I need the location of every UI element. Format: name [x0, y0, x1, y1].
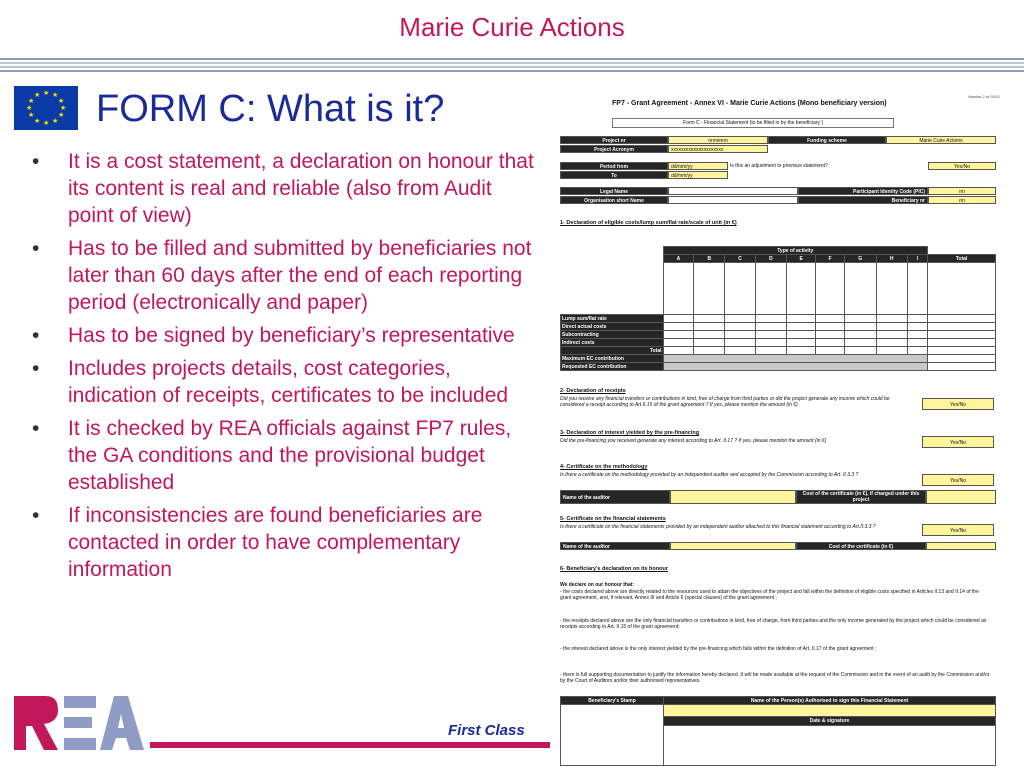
label: Organisation short Name [560, 196, 668, 204]
signature-table [560, 696, 996, 766]
col-header: A [663, 255, 694, 263]
label: Cost of the certificate (in €), if charged under this project [796, 490, 926, 504]
label: Is this an adjustment to previous statement? [730, 163, 828, 169]
label: Beneficiary's Stamp [561, 697, 664, 705]
value [668, 196, 798, 204]
eu-flag-logo: ★ ★ ★ ★ ★ ★ ★ ★ ★ ★ ★ ★ [14, 86, 78, 130]
form-c-screenshot [552, 92, 1004, 766]
bullet-item: • It is checked by REA officials against FP7 rules, the GA conditions and the provisional budget established [28, 415, 534, 496]
value: dd/mm/yy [668, 171, 728, 179]
form-version: Version 2 of 03/11 [968, 94, 1000, 99]
label: Name of the Person(s) Authorised to sign this Financial Statement [664, 697, 996, 705]
form-subtitle: Form C - Financial Statement (to be filled in by the beneficiary ) [612, 118, 894, 128]
label: Funding scheme [768, 136, 886, 144]
section-text: Is there a certificate on the financial statements provided by an independent auditor attached to this financial statement according to Art.II.3.3 ? [560, 524, 876, 530]
label: Name of the auditor [560, 490, 670, 504]
yes-no-field: Yes/No [922, 524, 994, 536]
row-label: Indirect costs [561, 339, 664, 347]
bullet-item: • Has to be signed by beneficiary’s representative [28, 322, 534, 349]
col-header: B [694, 255, 725, 263]
header-title: Marie Curie Actions [399, 12, 625, 42]
yes-no-field: Yes/No [922, 436, 994, 448]
activity-header: Type of activity [663, 247, 928, 255]
section-heading: 6- Beneficiary's declaration on its honour [560, 566, 668, 572]
value: nn [928, 187, 996, 195]
col-header: H [876, 255, 907, 263]
declaration-intro: We declare on our honour that: [560, 582, 635, 588]
value: nn [928, 196, 996, 204]
col-header: D [756, 255, 787, 263]
header-stripes [0, 58, 1024, 74]
declaration-item: - there is full supporting documentation to justify the information hereby declared. It will be made available at the request of the Commission and in the event of an audit by the Commission and/or by the Court of Auditors and/or their authorised representatives. [560, 672, 990, 684]
bullet-list [28, 148, 534, 589]
value [926, 490, 996, 504]
value: nnnnnnn [668, 136, 768, 144]
declaration-item: - the costs declared above are directly related to the resources used to attain the objectives of the project and fall within the definition of eligible costs specified in Articles II.13 and II.14 of the grant agreement, and, if relevant, Annex III and Article 6 (special clauses) of the grant agreement ; [560, 589, 979, 601]
bullet-item: • If inconsistencies are found beneficiaries are contacted in order to have complementary information [28, 502, 534, 583]
label: Project Acronym [560, 145, 668, 153]
col-header: F [816, 255, 844, 263]
col-header: I [907, 255, 927, 263]
col-header: Total [928, 255, 996, 263]
row-label: Requested EC contribution [561, 363, 664, 371]
label: Participant Identity Code (PIC) [798, 187, 928, 195]
col-header: G [844, 255, 876, 263]
value: Marie Curie Actions [886, 136, 996, 144]
label: Beneficiary nr [798, 196, 928, 204]
row-label: Maximum EC contribution [561, 355, 664, 363]
col-header: C [725, 255, 756, 263]
label: To [560, 171, 668, 179]
label: Date & signature [664, 717, 996, 726]
row-label: Direct actual costs [561, 323, 664, 331]
value: Yes/No [928, 162, 996, 170]
value: xxxxxxxxxxxxxxxxxxxxx [668, 145, 768, 153]
yes-no-field: Yes/No [922, 474, 994, 486]
bullet-item: • It is a cost statement, a declaration on honour that its content is real and reliable (also from Audit point of view) [28, 148, 534, 229]
section-heading: 2- Declaration of receipts [560, 388, 626, 394]
value [668, 187, 798, 195]
section-heading: 4- Certificate on the methodology [560, 464, 648, 470]
section-text: Is there a certificate on the methodology provided by an independent auditor and accepted by the Commission according to Art. II.3.3 ? [560, 472, 859, 478]
rea-logo [14, 692, 144, 754]
value [670, 490, 796, 504]
section-heading: 5- Certificate on the financial statements [560, 516, 666, 522]
section-text: Did the pre-financing you received generate any interest according to Art. II.17 ? If yes, please mention the amount (in €) [560, 438, 827, 444]
bullet-item: • Includes projects details, cost categories, indication of receipts, certificates to be included [28, 355, 534, 409]
footer-bar [150, 742, 550, 748]
declaration-item: - the interest declared above is the only interest yielded by the pre-financing which falls within the definition of Art. II.17 of the grant agreement ; [560, 646, 877, 652]
label: Project nr [560, 136, 668, 144]
declaration-item: - the receipts declared above are the only financial transfers or contributions in kind, free of charge, from third parties and the only income generated by the project which could be considered as receipts according to Art. II.15 of the grant agreement; [560, 618, 987, 630]
footer-tagline: First Class [448, 722, 525, 739]
yes-no-field: Yes/No [922, 398, 994, 410]
form-title: FP7 - Grant Agreement - Annex VI - Marie Curie Actions (Mono beneficiary version) [612, 100, 887, 107]
label: Legal Name [560, 187, 668, 195]
col-header: E [786, 255, 816, 263]
section-heading: 3- Declaration of interest yielded by the pre-financing [560, 430, 700, 436]
value: dd/mm/yy [668, 162, 728, 170]
slide-title: FORM C: What is it? [96, 88, 445, 130]
cost-table [560, 246, 996, 371]
label: Cost of the certificate (in €) [796, 542, 926, 550]
label: Period from [560, 162, 668, 170]
section-text: Did you receive any financial transfers or contributions in kind, free of charge from third parties or did the project generate any income which could be considered a receipt according to Art.II.15 of the grant agreement ? If yes, please mention the amount (in €) [560, 396, 890, 408]
value [670, 542, 796, 550]
value [926, 542, 996, 550]
row-label: Total [561, 347, 664, 355]
label: Name of the auditor [560, 542, 670, 550]
bullet-item: • Has to be filled and submitted by beneficiaries not later than 60 days after the end of each reporting period (electronically and paper) [28, 235, 534, 316]
row-label: Lump sum/flat rate [561, 315, 664, 323]
section-heading: 1- Declaration of eligible costs/lump sum/flat rate/scale of unit (in €) [560, 220, 737, 226]
row-label: Subcontracting [561, 331, 664, 339]
